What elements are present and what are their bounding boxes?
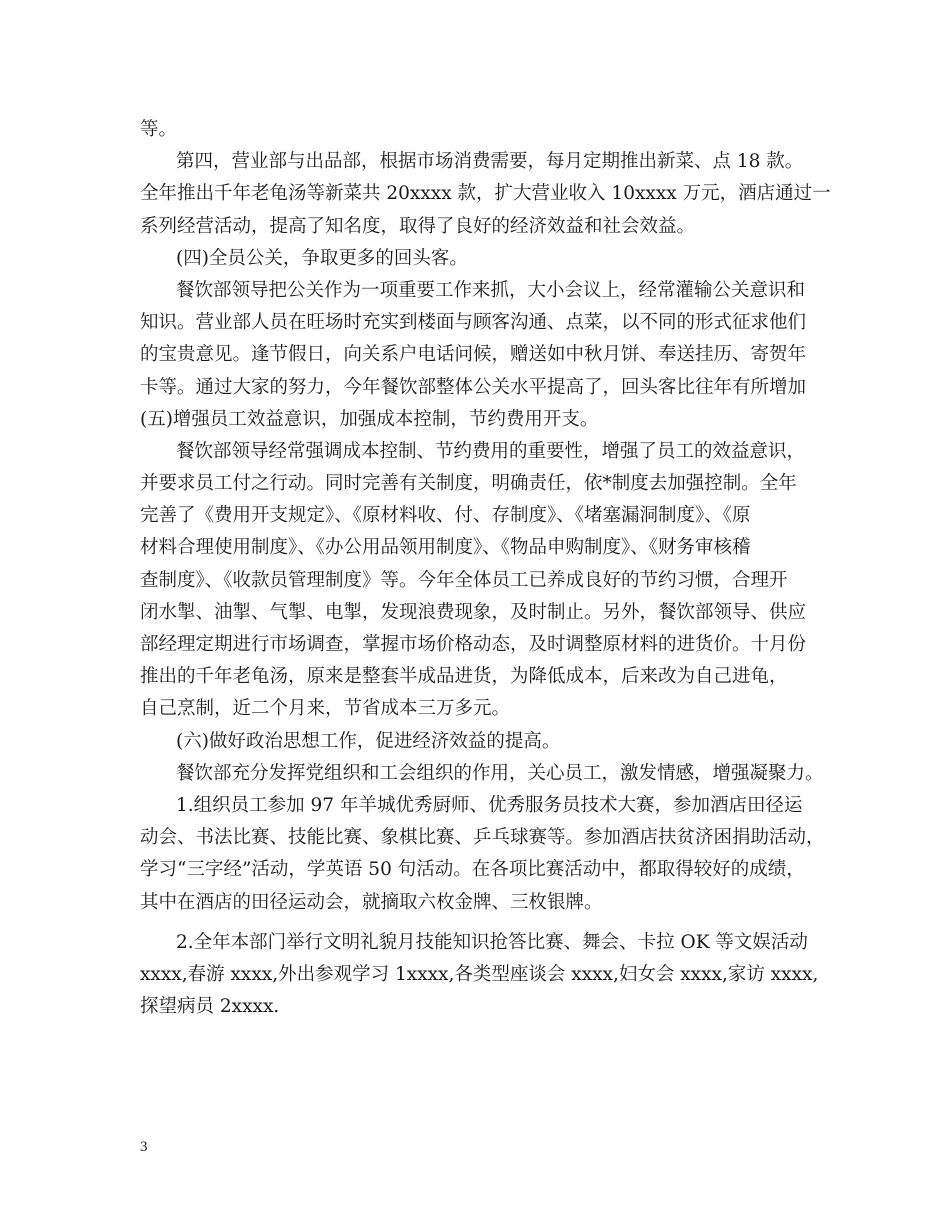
text-line: 部经理定期进行市场调查，掌握市场价格动态，及时调整原材料的进货价。十月份 xyxy=(140,634,807,655)
text-line: 查制度》、《收款员管理制度》等。今年全体员工已养成良好的节约习惯，合理开 xyxy=(140,569,788,591)
text-line: 第四，营业部与出品部，根据市场消费需要，每月定期推出新菜、点 18 款。 xyxy=(176,151,804,173)
text-line: 探望病员 2xxxx. xyxy=(140,996,280,1018)
text-line: 等。 xyxy=(140,119,178,140)
text-line: 完善了《费用开支规定》、《原材料收、付、存制度》、《堵塞漏洞制度》、《原 xyxy=(140,505,751,527)
text-line: 的宝贵意见。逢节假日，向关系户电话问候，赠送如中秋月饼、奉送挂历、寄贺年 xyxy=(140,344,807,366)
section-heading: (四)全员公关，争取更多的回头客。 xyxy=(176,247,468,269)
text-line: 知识。营业部人员在旺场时充实到楼面与顾客沟通、点菜，以不同的形式征求他们 xyxy=(140,312,807,334)
paragraph-gap xyxy=(140,919,820,927)
text-line: 餐饮部领导把公关作为一项重要工作来抓，大小会议上，经常灌输公关意识和 xyxy=(176,279,806,301)
text-line: 全年推出千年老龟汤等新菜共 20xxxx 款，扩大营业收入 10xxxx 万元，酒店通过一 xyxy=(140,183,831,205)
text-line: 卡等。通过大家的努力，今年餐饮部整体公关水平提高了，回头客比往年有所增加 xyxy=(140,376,807,398)
text-line: 闭水掣、油掣、气掣、电掣，发现浪费现象，及时制止。另外，餐饮部领导、供应 xyxy=(140,601,807,623)
section-heading: (五)增强员工效益意识，加强成本控制，节约费用开支。 xyxy=(140,408,599,430)
text-line: 餐饮部领导经常强调成本控制、节约费用的重要性，增强了员工的效益意识， xyxy=(176,440,806,462)
text-line: 自己烹制，近二个月来，节省成本三万多元。 xyxy=(140,698,511,720)
text-line: 学习“三字经”活动，学英语 50 句活动。在各项比赛活动中，都取得较好的成绩， xyxy=(140,859,805,881)
text-line: 动会、书法比赛、技能比赛、象棋比赛、乒乓球赛等。参加酒店扶贫济困捐助活动， xyxy=(140,827,825,849)
text-line: 并要求员工付之行动。同时完善有关制度，明确责任，依*制度去加强控制。全年 xyxy=(140,473,797,495)
text-line: xxxx,春游 xxxx,外出参观学习 1xxxx,各类型座谈会 xxxx,妇女会 xxxx,家访 xxxx, xyxy=(140,963,819,985)
list-item: 2.全年本部门举行文明礼貌月技能知识抢答比赛、舞会、卡拉 OK 等文娱活动 xyxy=(176,931,808,953)
text-line: 材料合理使用制度》、《办公用品领用制度》、《物品申购制度》、《财务审核稽 xyxy=(140,537,751,559)
section-heading: (六)做好政治思想工作，促进经济效益的提高。 xyxy=(176,730,561,752)
list-item: 1.组织员工参加 97 年羊城优秀厨师、优秀服务员技术大赛，参加酒店田径运 xyxy=(176,794,803,816)
text-line: 系列经营活动，提高了知名度，取得了良好的经济效益和社会效益。 xyxy=(140,215,696,237)
document-body xyxy=(140,114,831,1023)
page-number: 3 xyxy=(140,1139,148,1155)
text-line: 其中在酒店的田径运动会，就摘取六枚金牌、三枚银牌。 xyxy=(140,891,603,913)
text-line: 餐饮部充分发挥党组织和工会组织的作用，关心员工，激发情感，增强凝聚力。 xyxy=(176,762,824,784)
text-line: 推出的千年老龟汤，原来是整套半成品进货，为降低成本，后来改为自己进龟， xyxy=(140,666,788,688)
